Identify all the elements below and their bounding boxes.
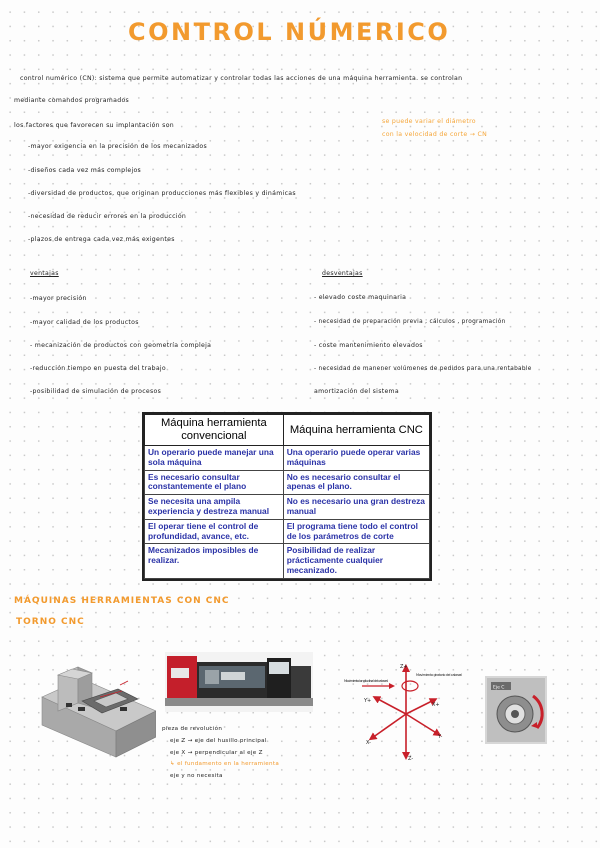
advantage-item: -mayor precisión bbox=[30, 295, 87, 302]
factor-item: -diversidad de productos, que originan producciones más flexibles y dinámicas bbox=[28, 190, 296, 197]
factor-item: -mayor exigencia en la precisión de los mecanizados bbox=[28, 143, 208, 150]
disadvantage-item: - elevado coste maquinaria bbox=[314, 294, 407, 301]
axis-label-z-minus: Z- bbox=[408, 756, 414, 762]
factor-item: -necesidad de reducir errores en la producción bbox=[28, 213, 187, 220]
cnc-lathe-photo bbox=[165, 652, 313, 712]
disadvantages-heading: desventajas bbox=[322, 270, 363, 277]
table-row bbox=[145, 495, 430, 520]
factor-item: -plazos de entrega cada vez más exigentes bbox=[28, 236, 175, 243]
lathe-note: pieza de revolución bbox=[162, 726, 223, 732]
disadvantage-item: - necesidad de manener volúmenes de pedidos para una rentabable bbox=[314, 366, 532, 372]
table-cell: Mecanizados imposibles de realizar. bbox=[145, 544, 284, 578]
intro-line-2: mediante comandos programados bbox=[14, 97, 130, 104]
table-cell: El programa tiene todo el control de los parámetros de corte bbox=[283, 519, 429, 544]
table-cell: No es necesario consultar el apenas el plano. bbox=[283, 470, 429, 495]
page-title: CONTROL NÚMERICO bbox=[128, 18, 451, 46]
label-rot-move: Movimiento giratorio del cabezal bbox=[416, 673, 462, 677]
comparison-table bbox=[144, 414, 430, 579]
advantage-item: -reducción tiempo en puesta del trabajo bbox=[30, 365, 167, 372]
table-cell: No es necesario una gran destreza manual bbox=[283, 495, 429, 520]
advantage-item: - mecanización de productos con geometría compleja bbox=[30, 342, 212, 349]
label-long-move: Movimiento longitudinal del cabezal bbox=[344, 679, 388, 683]
axis-label-y-minus: Y- bbox=[438, 734, 443, 740]
comparison-table-frame bbox=[142, 412, 432, 581]
disadvantage-item: - coste mantenimiento elevados bbox=[314, 342, 423, 349]
lathe-note: ↳ el fundamento en la herramienta bbox=[170, 761, 280, 767]
lathe-note: eje y no necesita bbox=[170, 773, 223, 779]
factors-heading: los factores que favorecen su implantación son bbox=[14, 122, 174, 129]
intro-line-1: control numérico (CN): sistema que permite automatizar y controlar todas las acciones de una máquina herramienta. se controlan bbox=[20, 75, 463, 82]
table-cell: El operar tiene el control de profundidad, avance, etc. bbox=[145, 519, 284, 544]
factor-item: -diseños cada vez más complejos bbox=[28, 167, 142, 174]
table-cell: Un operario puede manejar una sola máquina bbox=[145, 446, 284, 471]
table-cell: Una operario puede operar varias máquinas bbox=[283, 446, 429, 471]
lathe-note: eje Z → eje del husillo principal bbox=[170, 738, 267, 744]
table-header-conventional: Máquina herramienta convencional bbox=[145, 415, 284, 446]
table-cell: Es necesario consultar constantemente el plano bbox=[145, 470, 284, 495]
advantage-item: -mayor calidad de los productos bbox=[30, 319, 139, 326]
table-header-cnc: Máquina herramienta CNC bbox=[283, 415, 429, 446]
lathe-note: eje X → perpendicular al eje Z bbox=[170, 750, 263, 756]
table-row bbox=[145, 544, 430, 578]
axis-label-x-plus: X+ bbox=[432, 702, 440, 708]
table-row bbox=[145, 446, 430, 471]
table-cell: Posibilidad de realizar prácticamente cualquier mecanizado. bbox=[283, 544, 429, 578]
label-axis-c: Eje C bbox=[493, 685, 505, 691]
disadvantage-item: - necesidad de preparación previa ; cálculos , programación bbox=[314, 319, 506, 325]
side-note-line-1: se puede variar el diámetro bbox=[382, 118, 476, 125]
side-note-line-2: con la velocidad de corte → CN bbox=[382, 131, 487, 138]
axis-label-x-minus: X- bbox=[366, 740, 371, 746]
table-row bbox=[145, 470, 430, 495]
advantages-heading: ventajas bbox=[30, 270, 59, 277]
table-cell: Se necesita una ampila experiencia y destreza manual bbox=[145, 495, 284, 520]
axis-label-z-plus: Z+ bbox=[400, 664, 408, 670]
axis-label-y-plus: Y+ bbox=[364, 698, 372, 704]
table-row bbox=[145, 519, 430, 544]
axis-diagram bbox=[340, 662, 474, 762]
advantage-item: -posibilidad de simulación de procesos bbox=[30, 388, 162, 395]
disadvantage-item: amortización del sistema bbox=[314, 388, 399, 395]
section-title: MÁQUINAS HERRAMIENTAS CON CNC bbox=[14, 596, 230, 606]
spindle-photo bbox=[485, 676, 547, 744]
cnc-machine-isometric bbox=[38, 645, 156, 763]
section-subtitle: TORNO CNC bbox=[16, 617, 85, 627]
